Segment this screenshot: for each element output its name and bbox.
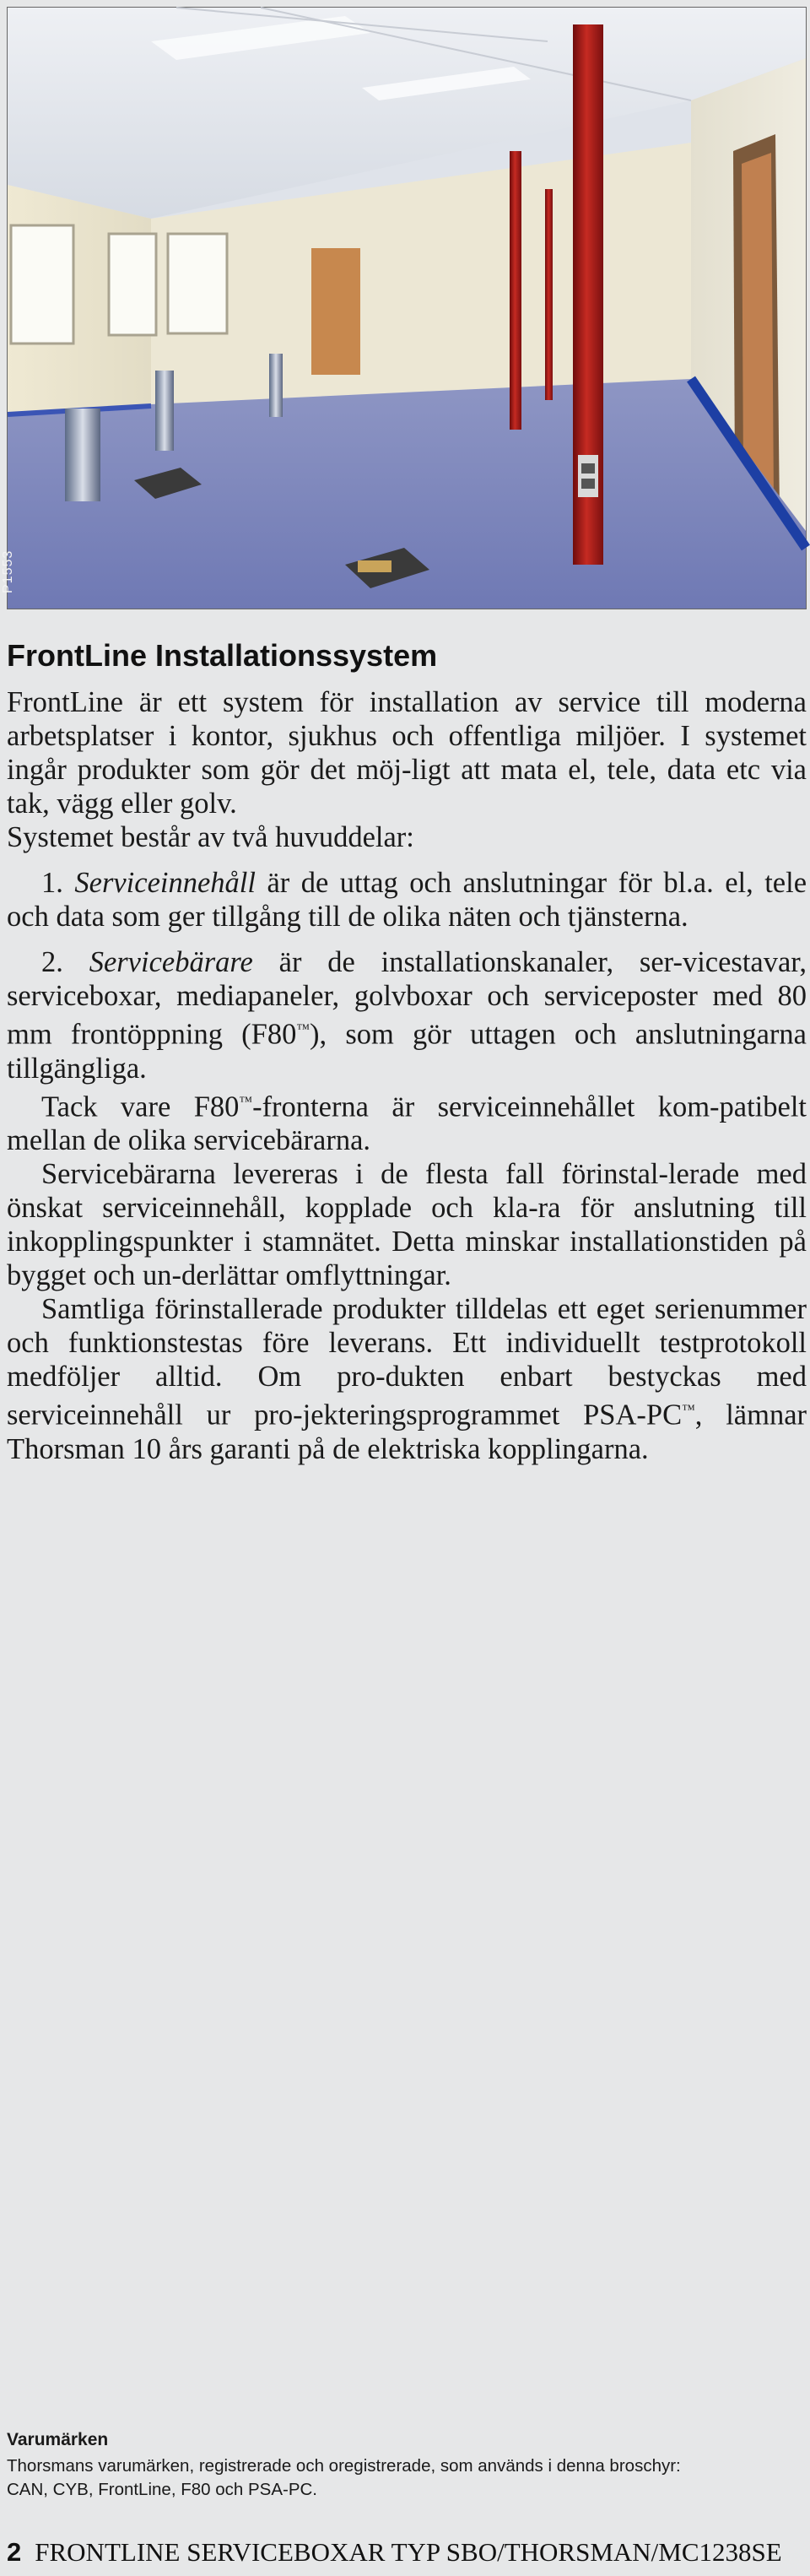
photo-code: P1553 (1, 549, 15, 593)
item-2-number: 2. (41, 946, 63, 978)
item-2-term: Servicebärare (89, 946, 253, 978)
trademarks-title: Varumärken (7, 2430, 109, 2449)
trademarks-line-2: CAN, CYB, FrontLine, F80 och PSA-PC. (7, 2480, 317, 2499)
item-2-text-b: ), som gör uttagen och anslutningarna tillgängliga. (7, 1018, 807, 1085)
p3-text-a: Tack vare F80 (41, 1090, 240, 1123)
body-text (7, 685, 807, 1466)
paragraph-parts: Systemet består av två huvuddelar: (7, 821, 414, 853)
item-2-text-a: är de installationskanaler, ser-vicestavar, serviceboxar, mediapaneler, golvboxar och serviceposter med 80 mm frontöppning (F80 (7, 946, 807, 1051)
item-1-term: Serviceinnehåll (74, 867, 256, 899)
p5-trademark: ™ (682, 1403, 695, 1417)
p3-trademark: ™ (239, 1094, 253, 1109)
photo-illustration (8, 8, 806, 609)
item-1-text: är de uttag och anslutningar för bl.a. el, tele och data som ger tillgång till de olika näten och tjänsterna. (7, 867, 807, 933)
page-footer (7, 2537, 782, 2568)
paragraph-intro: FrontLine är ett system för installation av service till moderna arbetsplatser i kontor, sjukhus och offentliga miljöer. I systemet ingår produkter som gör det möj-ligt att mata el, tele, data etc via tak, vägg eller golv. (7, 686, 807, 820)
item-1-number: 1. (41, 867, 63, 899)
p5-text-b: , lämnar Thorsman 10 års garanti på de elektriska kopplingarna. (7, 1399, 807, 1465)
footer-text: FRONTLINE SERVICEBOXAR TYP SBO/THORSMAN/MC1238SE (35, 2537, 782, 2567)
page-number: 2 (7, 2537, 22, 2567)
p3-text-b: -fronterna är serviceinnehållet kom-patibelt mellan de olika servicebärarna. (7, 1090, 807, 1156)
list-item-2 (7, 945, 807, 1085)
paragraph-warranty (7, 1292, 807, 1466)
paragraph-f80 (7, 1085, 807, 1158)
p5-text-a: Samtliga förinstallerade produkter tilldelas ett eget serienummer och funktionstestas före leverans. Ett individuellt testprotokoll medföljer alltid. Om pro-dukten enbart bestyckas med serviceinnehåll ur pro-jekteringsprogrammet PSA-PC (7, 1293, 807, 1431)
page-heading: FrontLine Installationssystem (7, 638, 438, 673)
list-item-1 (7, 866, 807, 934)
trademarks-line-1: Thorsmans varumärken, registrerade och oregistrerade, som används i denna broschyr: (7, 2456, 681, 2476)
office-interior-photo (1, 7, 807, 609)
trademarks-section (7, 2429, 807, 2502)
item-2-trademark: ™ (296, 1022, 310, 1036)
paragraph-preinstalled: Servicebärarna levereras i de flesta fall förinstal-lerade med önskat serviceinnehåll, kopplade och kla-ra för anslutning till inkopplingspunkter i stamnätet. Detta minskar installationstiden på bygget och un-derlättar omflyttningar. (7, 1158, 807, 1291)
